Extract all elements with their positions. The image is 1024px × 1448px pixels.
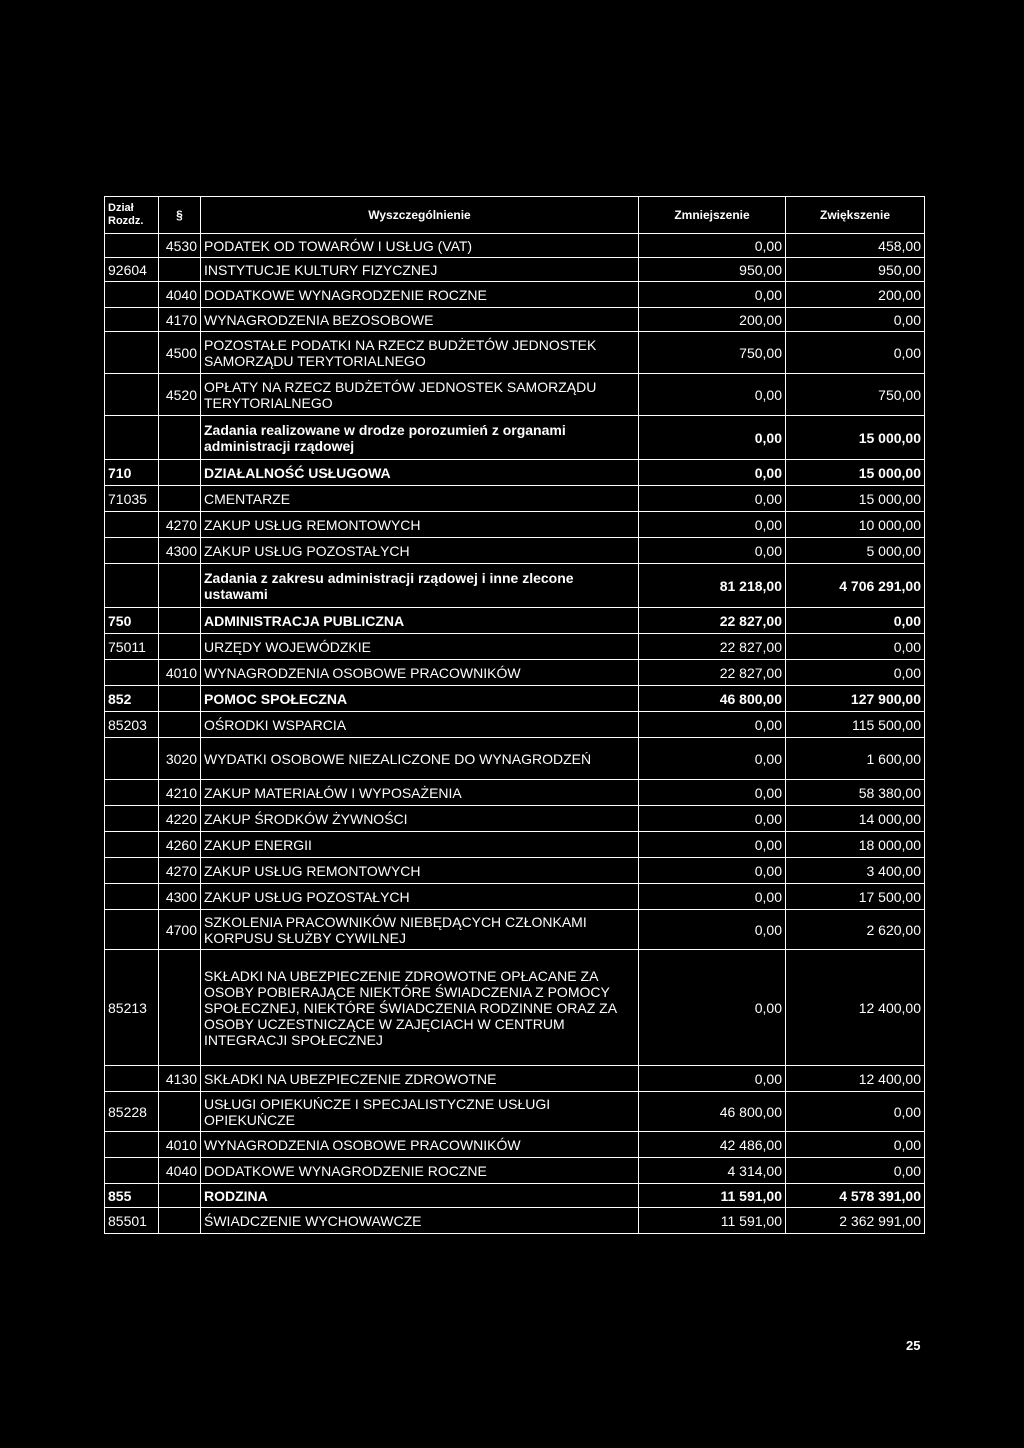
cell-code: 85501 — [105, 1208, 159, 1234]
cell-code: 92604 — [105, 258, 159, 282]
cell-paragraph: 4010 — [159, 1132, 201, 1158]
cell-increase: 18 000,00 — [786, 832, 925, 858]
cell-paragraph: 4520 — [159, 374, 201, 416]
cell-decrease: 0,00 — [639, 282, 786, 308]
cell-increase: 0,00 — [786, 1158, 925, 1184]
cell-paragraph: 4270 — [159, 512, 201, 538]
table-row — [105, 564, 925, 608]
cell-increase: 15 000,00 — [786, 486, 925, 512]
cell-description: SKŁADKI NA UBEZPIECZENIE ZDROWOTNE OPŁACANE ZA OSOBY POBIERAJĄCE NIEKTÓRE ŚWIADCZENIA Z POMOCY SPOŁECZNEJ, NIEKTÓRE ŚWIADCZENIA RODZINNE ORAZ ZA OSOBY UCZESTNICZĄCE W ZAJĘCIACH W CENTRUM INTEGRACJI SPOŁECZNEJ — [201, 950, 639, 1066]
cell-increase: 12 400,00 — [786, 1066, 925, 1092]
cell-decrease: 0,00 — [639, 416, 786, 460]
cell-increase: 127 900,00 — [786, 686, 925, 712]
cell-decrease: 4 314,00 — [639, 1158, 786, 1184]
cell-description: ŚWIADCZENIE WYCHOWAWCZE — [201, 1208, 639, 1234]
table-row — [105, 858, 925, 884]
cell-description: USŁUGI OPIEKUŃCZE I SPECJALISTYCZNE USŁUGI OPIEKUŃCZE — [201, 1092, 639, 1132]
cell-description: PODATEK OD TOWARÓW I USŁUG (VAT) — [201, 234, 639, 258]
cell-paragraph: 4170 — [159, 308, 201, 332]
cell-decrease: 0,00 — [639, 712, 786, 738]
cell-decrease: 750,00 — [639, 332, 786, 374]
cell-code — [105, 858, 159, 884]
cell-increase: 58 380,00 — [786, 780, 925, 806]
cell-paragraph — [159, 460, 201, 486]
cell-paragraph: 4300 — [159, 538, 201, 564]
cell-description: OŚRODKI WSPARCIA — [201, 712, 639, 738]
cell-increase: 0,00 — [786, 332, 925, 374]
table-row — [105, 416, 925, 460]
cell-decrease: 0,00 — [639, 858, 786, 884]
cell-code — [105, 332, 159, 374]
cell-increase: 3 400,00 — [786, 858, 925, 884]
cell-increase: 2 620,00 — [786, 910, 925, 950]
cell-paragraph — [159, 486, 201, 512]
cell-code — [105, 780, 159, 806]
cell-paragraph — [159, 634, 201, 660]
cell-description: ZAKUP ENERGII — [201, 832, 639, 858]
cell-description: POMOC SPOŁECZNA — [201, 686, 639, 712]
cell-description: DODATKOWE WYNAGRODZENIE ROCZNE — [201, 282, 639, 308]
cell-description: WYNAGRODZENIA BEZOSOBOWE — [201, 308, 639, 332]
table-row — [105, 374, 925, 416]
cell-paragraph: 4040 — [159, 282, 201, 308]
cell-description: WYNAGRODZENIA OSOBOWE PRACOWNIKÓW — [201, 660, 639, 686]
cell-decrease: 0,00 — [639, 950, 786, 1066]
cell-code — [105, 374, 159, 416]
page-number: 25 — [906, 1338, 921, 1353]
cell-decrease: 0,00 — [639, 486, 786, 512]
cell-decrease: 46 800,00 — [639, 686, 786, 712]
table-row — [105, 486, 925, 512]
cell-code: 85228 — [105, 1092, 159, 1132]
cell-increase: 14 000,00 — [786, 806, 925, 832]
table-row — [105, 1092, 925, 1132]
cell-code — [105, 806, 159, 832]
cell-paragraph — [159, 1208, 201, 1234]
cell-increase: 0,00 — [786, 1092, 925, 1132]
table-row — [105, 234, 925, 258]
cell-paragraph — [159, 564, 201, 608]
table-row — [105, 460, 925, 486]
table-row — [105, 950, 925, 1066]
cell-description: ZAKUP USŁUG REMONTOWYCH — [201, 512, 639, 538]
cell-decrease: 0,00 — [639, 884, 786, 910]
cell-code — [105, 884, 159, 910]
cell-decrease: 46 800,00 — [639, 1092, 786, 1132]
cell-decrease: 22 827,00 — [639, 634, 786, 660]
cell-decrease: 0,00 — [639, 738, 786, 780]
cell-decrease: 0,00 — [639, 538, 786, 564]
cell-decrease: 0,00 — [639, 460, 786, 486]
cell-code — [105, 738, 159, 780]
table-row — [105, 282, 925, 308]
cell-increase: 0,00 — [786, 608, 925, 634]
cell-decrease: 11 591,00 — [639, 1208, 786, 1234]
table-row — [105, 738, 925, 780]
table-row — [105, 910, 925, 950]
cell-paragraph — [159, 1092, 201, 1132]
cell-paragraph — [159, 712, 201, 738]
budget-table — [104, 196, 925, 1234]
cell-paragraph: 4530 — [159, 234, 201, 258]
cell-description: Zadania z zakresu administracji rządowej i inne zlecone ustawami — [201, 564, 639, 608]
table-row — [105, 832, 925, 858]
header-row — [105, 197, 925, 234]
cell-code — [105, 1158, 159, 1184]
cell-increase: 950,00 — [786, 258, 925, 282]
table-row — [105, 1132, 925, 1158]
header-increase: Zwiększenie — [786, 197, 925, 234]
table-row — [105, 1184, 925, 1208]
table-row — [105, 1208, 925, 1234]
cell-description: CMENTARZE — [201, 486, 639, 512]
cell-paragraph — [159, 1184, 201, 1208]
cell-description: RODZINA — [201, 1184, 639, 1208]
cell-code — [105, 308, 159, 332]
header-code-line2: Rozdz. — [108, 215, 144, 227]
header-paragraph: § — [159, 197, 201, 234]
cell-description: ZAKUP ŚRODKÓW ŻYWNOŚCI — [201, 806, 639, 832]
cell-decrease: 11 591,00 — [639, 1184, 786, 1208]
cell-increase: 17 500,00 — [786, 884, 925, 910]
cell-code — [105, 538, 159, 564]
table-row — [105, 884, 925, 910]
cell-increase: 2 362 991,00 — [786, 1208, 925, 1234]
cell-description: ADMINISTRACJA PUBLICZNA — [201, 608, 639, 634]
cell-decrease: 0,00 — [639, 1066, 786, 1092]
cell-decrease: 0,00 — [639, 806, 786, 832]
cell-description: WYDATKI OSOBOWE NIEZALICZONE DO WYNAGRODZEŃ — [201, 738, 639, 780]
cell-decrease: 22 827,00 — [639, 608, 786, 634]
header-code-line1: Dział — [108, 202, 134, 214]
cell-code — [105, 660, 159, 686]
cell-description: SZKOLENIA PRACOWNIKÓW NIEBĘDĄCYCH CZŁONKAMI KORPUSU SŁUŻBY CYWILNEJ — [201, 910, 639, 950]
cell-code — [105, 832, 159, 858]
cell-increase: 15 000,00 — [786, 460, 925, 486]
cell-description: WYNAGRODZENIA OSOBOWE PRACOWNIKÓW — [201, 1132, 639, 1158]
cell-increase: 15 000,00 — [786, 416, 925, 460]
cell-paragraph: 4210 — [159, 780, 201, 806]
table-row — [105, 806, 925, 832]
table-row — [105, 712, 925, 738]
cell-code — [105, 512, 159, 538]
cell-decrease: 0,00 — [639, 234, 786, 258]
cell-decrease: 0,00 — [639, 910, 786, 950]
cell-code: 75011 — [105, 634, 159, 660]
cell-increase: 10 000,00 — [786, 512, 925, 538]
cell-code: 855 — [105, 1184, 159, 1208]
cell-decrease: 0,00 — [639, 780, 786, 806]
cell-increase: 115 500,00 — [786, 712, 925, 738]
table-row — [105, 308, 925, 332]
table-row — [105, 780, 925, 806]
cell-description: URZĘDY WOJEWÓDZKIE — [201, 634, 639, 660]
header-decrease: Zmniejszenie — [639, 197, 786, 234]
cell-paragraph: 4220 — [159, 806, 201, 832]
cell-description: ZAKUP USŁUG REMONTOWYCH — [201, 858, 639, 884]
cell-code — [105, 234, 159, 258]
cell-increase: 0,00 — [786, 308, 925, 332]
cell-code — [105, 1132, 159, 1158]
cell-code: 85203 — [105, 712, 159, 738]
cell-paragraph — [159, 258, 201, 282]
cell-description: DODATKOWE WYNAGRODZENIE ROCZNE — [201, 1158, 639, 1184]
cell-paragraph: 4700 — [159, 910, 201, 950]
cell-increase: 4 706 291,00 — [786, 564, 925, 608]
cell-increase: 5 000,00 — [786, 538, 925, 564]
cell-description: ZAKUP USŁUG POZOSTAŁYCH — [201, 538, 639, 564]
cell-code — [105, 282, 159, 308]
cell-description: Zadania realizowane w drodze porozumień z organami administracji rządowej — [201, 416, 639, 460]
header-description: Wyszczególnienie — [201, 197, 639, 234]
cell-code: 71035 — [105, 486, 159, 512]
cell-paragraph — [159, 950, 201, 1066]
cell-paragraph: 4270 — [159, 858, 201, 884]
cell-decrease: 0,00 — [639, 374, 786, 416]
table-body — [105, 234, 925, 1234]
cell-paragraph: 4260 — [159, 832, 201, 858]
cell-increase: 750,00 — [786, 374, 925, 416]
cell-increase: 0,00 — [786, 634, 925, 660]
cell-description: ZAKUP MATERIAŁÓW I WYPOSAŻENIA — [201, 780, 639, 806]
cell-decrease: 81 218,00 — [639, 564, 786, 608]
cell-paragraph: 3020 — [159, 738, 201, 780]
cell-increase: 4 578 391,00 — [786, 1184, 925, 1208]
cell-decrease: 42 486,00 — [639, 1132, 786, 1158]
cell-paragraph — [159, 686, 201, 712]
cell-decrease: 22 827,00 — [639, 660, 786, 686]
cell-code — [105, 1066, 159, 1092]
table-row — [105, 660, 925, 686]
cell-increase: 0,00 — [786, 1132, 925, 1158]
cell-description: DZIAŁALNOŚĆ USŁUGOWA — [201, 460, 639, 486]
cell-decrease: 200,00 — [639, 308, 786, 332]
cell-description: POZOSTAŁE PODATKI NA RZECZ BUDŻETÓW JEDNOSTEK SAMORZĄDU TERYTORIALNEGO — [201, 332, 639, 374]
cell-description: SKŁADKI NA UBEZPIECZENIE ZDROWOTNE — [201, 1066, 639, 1092]
cell-decrease: 0,00 — [639, 832, 786, 858]
cell-decrease: 950,00 — [639, 258, 786, 282]
header-code — [105, 197, 159, 234]
cell-paragraph: 4500 — [159, 332, 201, 374]
table-row — [105, 634, 925, 660]
cell-code: 85213 — [105, 950, 159, 1066]
cell-increase: 12 400,00 — [786, 950, 925, 1066]
table-row — [105, 538, 925, 564]
table-row — [105, 608, 925, 634]
cell-paragraph: 4130 — [159, 1066, 201, 1092]
table-row — [105, 1066, 925, 1092]
cell-paragraph: 4300 — [159, 884, 201, 910]
cell-decrease: 0,00 — [639, 512, 786, 538]
cell-description: INSTYTUCJE KULTURY FIZYCZNEJ — [201, 258, 639, 282]
cell-paragraph: 4010 — [159, 660, 201, 686]
cell-code: 710 — [105, 460, 159, 486]
table-row — [105, 512, 925, 538]
table-row — [105, 1158, 925, 1184]
cell-paragraph — [159, 416, 201, 460]
cell-increase: 200,00 — [786, 282, 925, 308]
cell-code — [105, 416, 159, 460]
cell-increase: 0,00 — [786, 660, 925, 686]
cell-code — [105, 910, 159, 950]
cell-code — [105, 564, 159, 608]
table-row — [105, 258, 925, 282]
cell-paragraph — [159, 608, 201, 634]
cell-description: OPŁATY NA RZECZ BUDŻETÓW JEDNOSTEK SAMORZĄDU TERYTORIALNEGO — [201, 374, 639, 416]
cell-increase: 1 600,00 — [786, 738, 925, 780]
cell-description: ZAKUP USŁUG POZOSTAŁYCH — [201, 884, 639, 910]
cell-code: 750 — [105, 608, 159, 634]
cell-paragraph: 4040 — [159, 1158, 201, 1184]
cell-increase: 458,00 — [786, 234, 925, 258]
cell-code: 852 — [105, 686, 159, 712]
table-row — [105, 332, 925, 374]
table-row — [105, 686, 925, 712]
